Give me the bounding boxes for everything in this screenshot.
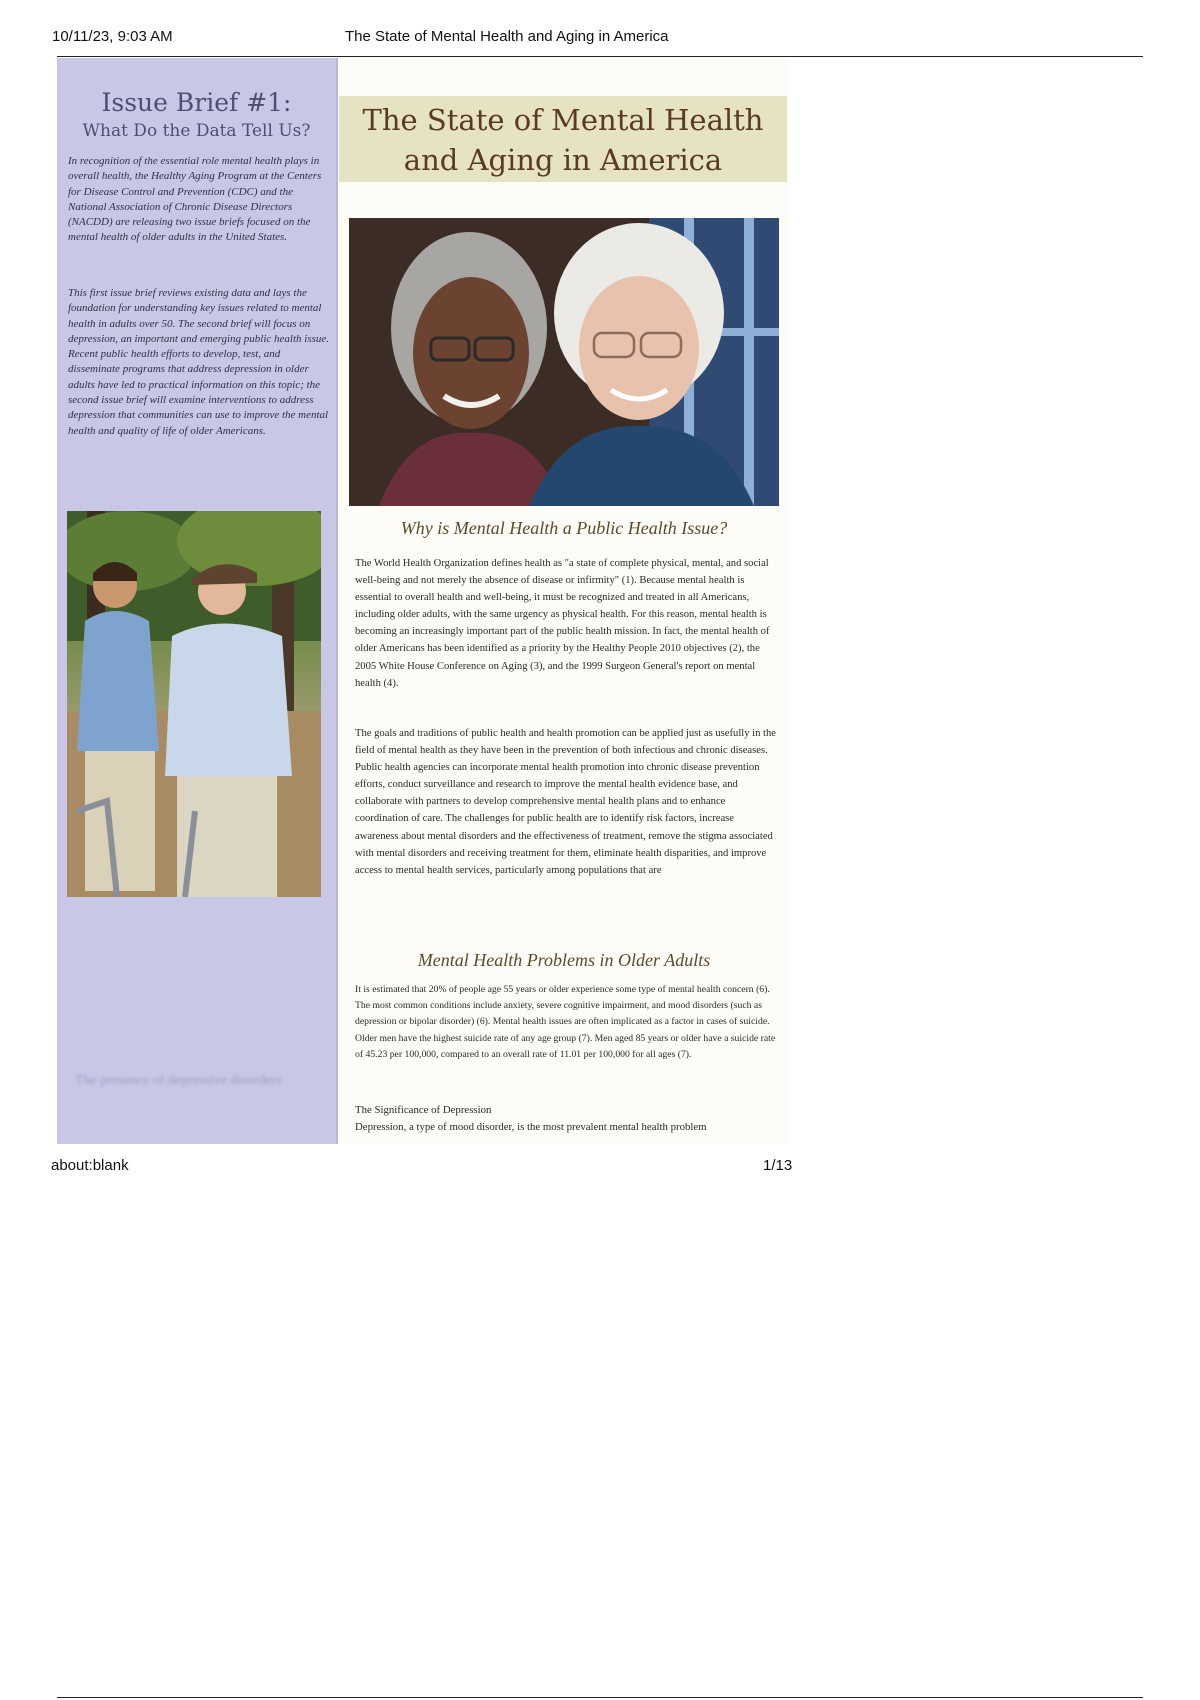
sidebar-paragraph-1: In recognition of the essential role mental health plays in overall health, the Healthy Aging Program at the Centers for Disease Control and Prevention (CDC) and the National Association of Chronic Disease Directors (NACDD) are releasing two issue briefs focused on the mental health of older adults in the United States. bbox=[68, 155, 322, 244]
print-url: about:blank bbox=[51, 1157, 129, 1174]
issue-brief-subheading: What Do the Data Tell Us? bbox=[82, 121, 311, 141]
two-women-photo bbox=[349, 218, 779, 506]
section-heading-older-adults: Mental Health Problems in Older Adults bbox=[417, 950, 711, 970]
sidebar bbox=[57, 58, 338, 1144]
footer-rule bbox=[57, 1697, 1143, 1698]
caregiver-photo-illustration bbox=[67, 511, 321, 897]
document-title: The State of Mental Health and Aging in America bbox=[362, 103, 764, 177]
page-indicator: 1/13 bbox=[763, 1157, 793, 1174]
section1-paragraph-2: The goals and traditions of public health and health promotion can be applied just as usefully in the field of mental health as they have been in the prevention of both infectious and chronic diseases. Public health agencies can incorporate mental health promotion into chronic disease prevention efforts, conduct surveillance and research to improve the mental health evidence base, and collaborate with partners to develop comprehensive mental health plans and to enhance coordination of care. The challenges for public health are to identify risk factors, increase awareness about mental disorders and the effectiveness of treatment, remove the stigma associated with mental disorders and receiving treatment for them, eliminate health disparities, and improve access to mental health services, particularly among populations that are bbox=[355, 728, 776, 876]
subsection-text-depression: Depression, a type of mood disorder, is the most prevalent mental health problem bbox=[355, 1121, 707, 1133]
caregiver-photo bbox=[67, 511, 321, 897]
subsection-heading-depression: The Significance of Depression bbox=[355, 1104, 492, 1116]
header-rule bbox=[57, 56, 1143, 57]
section1-paragraph-1: The World Health Organization defines health as "a state of complete physical, mental, and social well-being and not merely the absence of disease or infirmity" (1). Because mental health is essential to overall health and well-being, it must be recognized and treated in all Americans, including older adults, with the same urgency as physical health. For this reason, mental health is becoming an increasingly important part of the public health mission. In fact, the mental health of older Americans has been identified as a priority by the Healthy People 2010 objectives (2), the 2005 White House Conference on Aging (3), and the 1999 Surgeon General's report on mental health (4). bbox=[355, 558, 770, 689]
section2-paragraph-1: It is estimated that 20% of people age 55 years or older experience some type of mental health concern (6). The most common conditions include anxiety, severe cognitive impairment, and mood disorders (such as depression or bipolar disorder) (6). Mental health issues are often implicated as a factor in cases of suicide. Older men have the highest suicide rate of any age group (7). Men aged 85 years or older have a suicide rate of 45.23 per 100,000, compared to an overall rate of 11.01 per 100,000 for all ages (7). bbox=[355, 984, 776, 1060]
document-page bbox=[57, 58, 789, 1144]
print-datetime: 10/11/23, 9:03 AM bbox=[52, 28, 173, 45]
faded-sidebar-text: The presence of depressive disorders bbox=[75, 1073, 282, 1088]
issue-brief-heading: Issue Brief #1: bbox=[101, 88, 292, 117]
print-doc-title: The State of Mental Health and Aging in America bbox=[345, 28, 669, 45]
sidebar-paragraph-2: This first issue brief reviews existing data and lays the foundation for understanding key issues related to mental health in adults over 50. The second brief will focus on depression, an important and emerging public health issue. Recent public health efforts to develop, test, and disseminate programs that address depression in older adults have led to practical information on this topic; the second issue brief will examine interventions to address depression that communities can use to improve the mental health and quality of life of older Americans. bbox=[68, 287, 330, 437]
two-women-photo-illustration bbox=[349, 218, 779, 506]
section-heading-public-health: Why is Mental Health a Public Health Issue? bbox=[400, 518, 728, 538]
